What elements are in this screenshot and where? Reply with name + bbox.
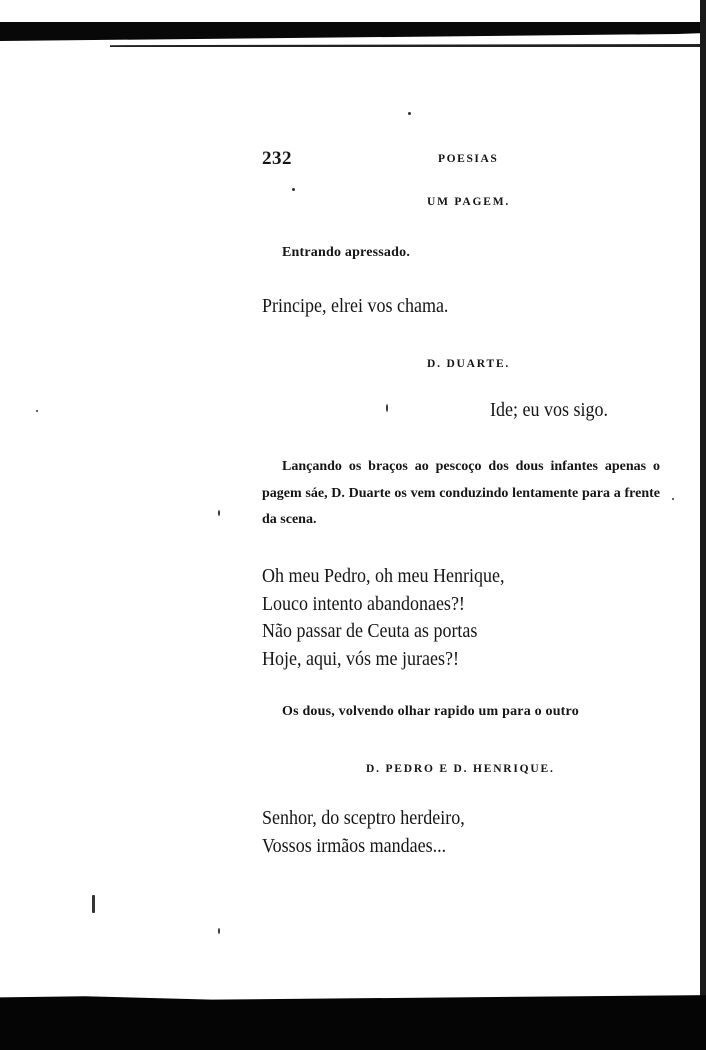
stage-direction: Os dous, volvendo olhar rapido um para o outro bbox=[282, 704, 579, 719]
speaker-heading: UM PAGEM. bbox=[427, 196, 511, 208]
dust-speck bbox=[92, 895, 95, 913]
page-number: 232 bbox=[262, 148, 292, 169]
dust-speck bbox=[218, 510, 220, 516]
dust-speck bbox=[36, 410, 38, 412]
verse-line: Não passar de Ceuta as portas bbox=[262, 620, 478, 642]
speaker-heading: D. PEDRO E D. HENRIQUE. bbox=[366, 763, 555, 775]
scan-rule-top bbox=[110, 44, 706, 47]
verse-line: Louco intento abandonaes?! bbox=[262, 592, 465, 615]
scan-border-right bbox=[700, 0, 706, 1050]
verse-line: Oh meu Pedro, oh meu Henrique, bbox=[262, 565, 505, 587]
verse-line: Ide; eu vos sigo. bbox=[490, 399, 608, 421]
verse-line: Vossos irmãos mandaes... bbox=[262, 834, 447, 857]
scan-border-top bbox=[0, 22, 706, 42]
stage-direction-paragraph: Lançando os braços ao pescoço dos dous infantes apenas o pagem sáe, D. Duarte os vem conduzindo lentamente para a frente da scena. bbox=[262, 459, 660, 527]
speaker-heading: D. DUARTE. bbox=[427, 358, 511, 370]
dust-speck bbox=[292, 188, 295, 191]
dust-speck bbox=[386, 404, 388, 412]
stage-direction: Entrando apressado. bbox=[282, 245, 411, 260]
stanza bbox=[262, 563, 504, 673]
dust-speck bbox=[218, 928, 220, 934]
running-head: POESIAS bbox=[438, 153, 499, 165]
verse-line: Hoje, aqui, vós me juraes?! bbox=[262, 647, 459, 670]
verse-line: Senhor, do sceptro herdeiro, bbox=[262, 807, 465, 829]
stanza bbox=[262, 805, 465, 860]
dust-speck bbox=[672, 498, 674, 500]
verse-line: Principe, elrei vos chama. bbox=[262, 295, 449, 317]
scan-border-bottom bbox=[0, 994, 706, 1050]
dust-speck bbox=[408, 112, 411, 115]
